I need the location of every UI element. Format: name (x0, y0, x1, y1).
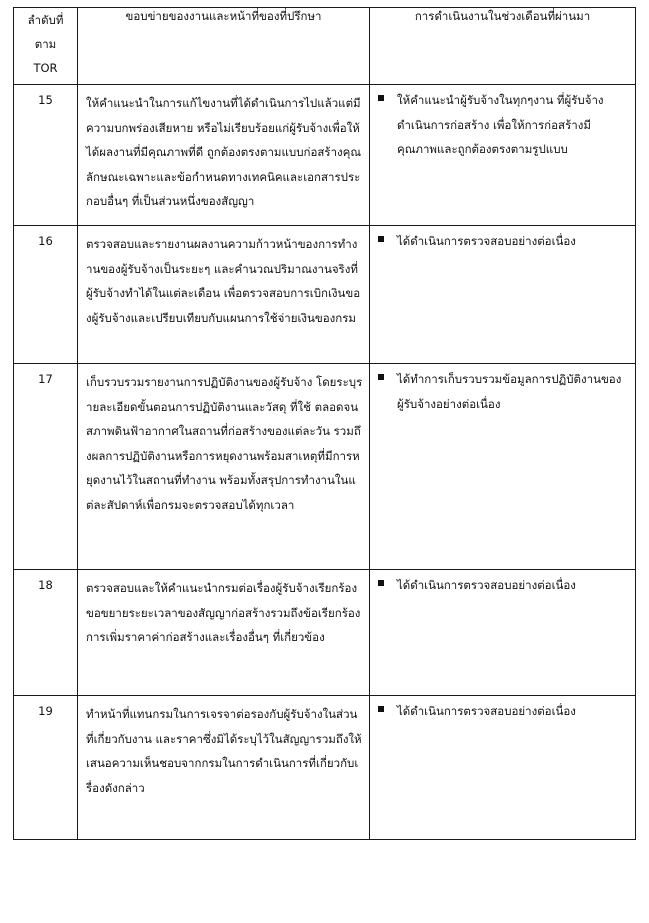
row-scope: ตรวจสอบและให้คำแนะนำกรมต่อเรื่องผู้รับจ้างเรียกร้องขอขยายระยะเวลาของสัญญาก่อสร้างรวมถึงข้อเรียกร้องการเพิ่มราคาค่าก่อสร้างและเรื่องอื่นๆ ที่เกี่ยวข้อง (78, 570, 370, 696)
table-header-row (14, 8, 636, 85)
row-status (370, 364, 636, 570)
row-number: 19 (14, 696, 78, 840)
row-status (370, 570, 636, 696)
square-bullet-icon (378, 95, 384, 101)
row-scope: ให้คำแนะนำในการแก้ไขงานที่ได้ดำเนินการไปแล้วแต่มีความบกพร่องเสียหาย หรือไม่เรียบร้อยแก่ผู้รับจ้างเพื่อให้ได้ผลงานที่มีคุณภาพที่ดี ถูกต้องตรงตามแบบก่อสร้างคุณลักษณะเฉพาะและข้อกำหนดทางเทคนิคและเอกสารประกอบอื่นๆ ที่เป็นส่วนหนึ่งของสัญญา (78, 85, 370, 226)
row-number: 16 (14, 226, 78, 364)
header-progress: การดำเนินงานในช่วงเดือนที่ผ่านมา (370, 8, 636, 85)
row-status-text: ได้ดำเนินการตรวจสอบอย่างต่อเนื่อง (397, 704, 576, 718)
header-order-no-line3: TOR (33, 61, 58, 75)
row-number: 15 (14, 85, 78, 226)
table-row (14, 696, 636, 840)
row-number: 18 (14, 570, 78, 696)
header-order-no-line1: ลำดับที่ (27, 13, 64, 27)
table-row (14, 85, 636, 226)
row-status-text: ได้ทำการเก็บรวบรวมข้อมูลการปฏิบัติงานของผู้รับจ้างอย่างต่อเนื่อง (397, 372, 622, 411)
row-status (370, 85, 636, 226)
row-status-text: ได้ดำเนินการตรวจสอบอย่างต่อเนื่อง (397, 234, 576, 248)
row-scope: ทำหน้าที่แทนกรมในการเจรจาต่อรองกับผู้รับจ้างในส่วนที่เกี่ยวกับงาน และราคาซึ่งมิได้ระบุไว้ในสัญญารวมถึงให้เสนอความเห็นชอบจากกรมในการดำเนินการที่เกี่ยวกับเรื่องดังกล่าว (78, 696, 370, 840)
table-row (14, 226, 636, 364)
row-status (370, 696, 636, 840)
header-order-no-line2: ตาม (34, 37, 57, 51)
header-scope: ขอบข่ายของงานและหน้าที่ของที่ปรึกษา (78, 8, 370, 85)
table-row (14, 364, 636, 570)
row-scope: ตรวจสอบและรายงานผลงานความก้าวหน้าของการทำงานของผู้รับจ้างเป็นระยะๆ และคำนวณปริมาณงานจริงที่ผู้รับจ้างทำได้ในแต่ละเดือน เพื่อตรวจสอบการเบิกเงินของผู้รับจ้างและเปรียบเทียบกับแผนการใช้จ่ายเงินของกรม (78, 226, 370, 364)
tor-progress-table (13, 7, 636, 840)
header-order-no (14, 8, 78, 85)
row-status (370, 226, 636, 364)
square-bullet-icon (378, 706, 384, 712)
square-bullet-icon (378, 374, 384, 380)
row-number: 17 (14, 364, 78, 570)
row-scope: เก็บรวบรวมรายงานการปฏิบัติงานของผู้รับจ้าง โดยระบุรายละเอียดขั้นตอนการปฏิบัติงานและวัสดุ ที่ใช้ ตลอดจนสภาพดินฟ้าอากาศในสถานที่ก่อสร้างของแต่ละวัน รวมถึงผลการปฏิบัติงานหรือการหยุดงานพร้อมสาเหตุที่มีการหยุดงานไว้ในสถานที่ทำงาน พร้อมทั้งสรุปการทำงานในแต่ละสัปดาห์เพื่อกรมจะตรวจสอบได้ทุกเวลา (78, 364, 370, 570)
square-bullet-icon (378, 236, 384, 242)
row-status-text: ให้คำแนะนำผู้รับจ้างในทุกๆงาน ที่ผู้รับจ้างดำเนินการก่อสร้าง เพื่อให้การก่อสร้างมีคุณภาพและถูกต้องตรงตามรูปแบบ (397, 93, 604, 156)
row-status-text: ได้ดำเนินการตรวจสอบอย่างต่อเนื่อง (397, 578, 576, 592)
square-bullet-icon (378, 580, 384, 586)
table-row (14, 570, 636, 696)
